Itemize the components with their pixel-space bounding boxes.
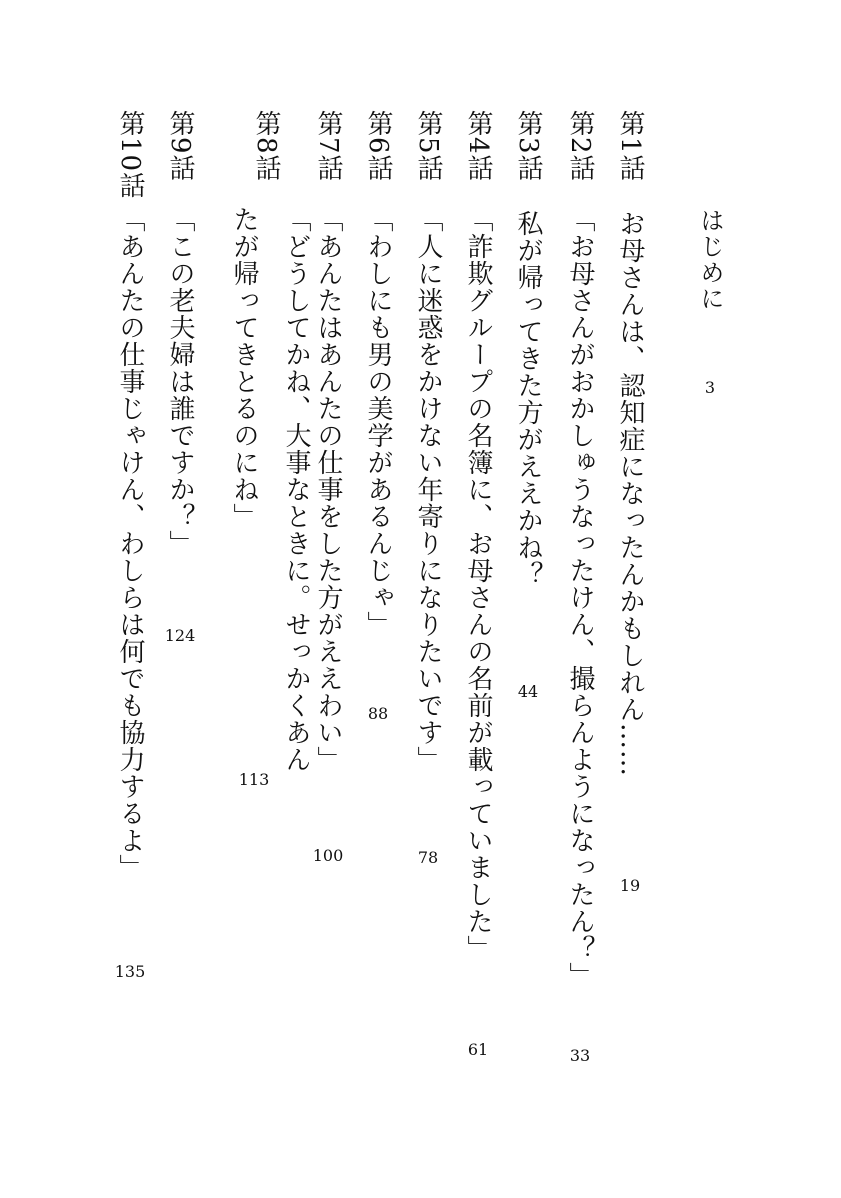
chapter-2-label: 第2話 xyxy=(565,110,595,182)
chapter-2-page-number: 33 xyxy=(569,1046,591,1065)
chapter-3-page-number: 44 xyxy=(517,682,539,701)
chapter-9-title: 「この老夫婦は誰ですか？」 xyxy=(165,206,195,557)
chapter-5-label: 第5話 xyxy=(413,110,443,182)
chapter-10-title: 「あんたの仕事じゃけん、わしらは何でも協力するよ」 xyxy=(115,206,145,881)
chapter-6-title: 「わしにも男の美学があるんじゃ」 xyxy=(363,206,393,638)
chapter-1-label: 第1話 xyxy=(615,110,645,182)
chapter-7-title: 「あんたはあんたの仕事をした方がええわい」 xyxy=(313,206,343,773)
chapter-1-title: お母さんは、認知症になったんかもしれん…… xyxy=(615,210,645,777)
chapter-4-title: 「詐欺グループの名簿に、お母さんの名前が載っていました」 xyxy=(463,206,493,962)
chapter-7-page-number: 100 xyxy=(312,846,344,865)
chapter-3-label: 第3話 xyxy=(513,110,543,182)
chapter-2-title: 「お母さんがおかしゅうなったけん、撮らんようになったん？」 xyxy=(565,206,595,989)
chapter-6-page-number: 88 xyxy=(367,704,389,723)
chapter-10-page-number: 135 xyxy=(114,962,146,981)
chapter-8-page-number: 113 xyxy=(238,770,270,789)
chapter-8-title: 「どうしてかね、大事なときに。せっかくあんたが帰ってきとるのにね」 xyxy=(229,206,311,773)
chapter-5-title: 「人に迷惑をかけない年寄りになりたいです」 xyxy=(413,206,443,773)
chapter-3-title: 私が帰ってきた方がええかね？ xyxy=(513,210,543,588)
chapter-5-page-number: 78 xyxy=(417,848,439,867)
chapter-9-page-number: 124 xyxy=(164,626,196,645)
chapter-1-page-number: 19 xyxy=(619,876,641,895)
chapter-10-label: 第10話 xyxy=(115,110,145,200)
chapter-9-label: 第9話 xyxy=(165,110,195,182)
chapter-7-label: 第7話 xyxy=(313,110,343,182)
chapter-8-label: 第8話 xyxy=(251,110,281,182)
chapter-6-label: 第6話 xyxy=(363,110,393,182)
chapter-4-label: 第4話 xyxy=(463,110,493,182)
intro-page-number: 3 xyxy=(704,378,716,397)
chapter-4-page-number: 61 xyxy=(467,1040,489,1059)
intro-title[interactable]: はじめに xyxy=(696,208,724,312)
